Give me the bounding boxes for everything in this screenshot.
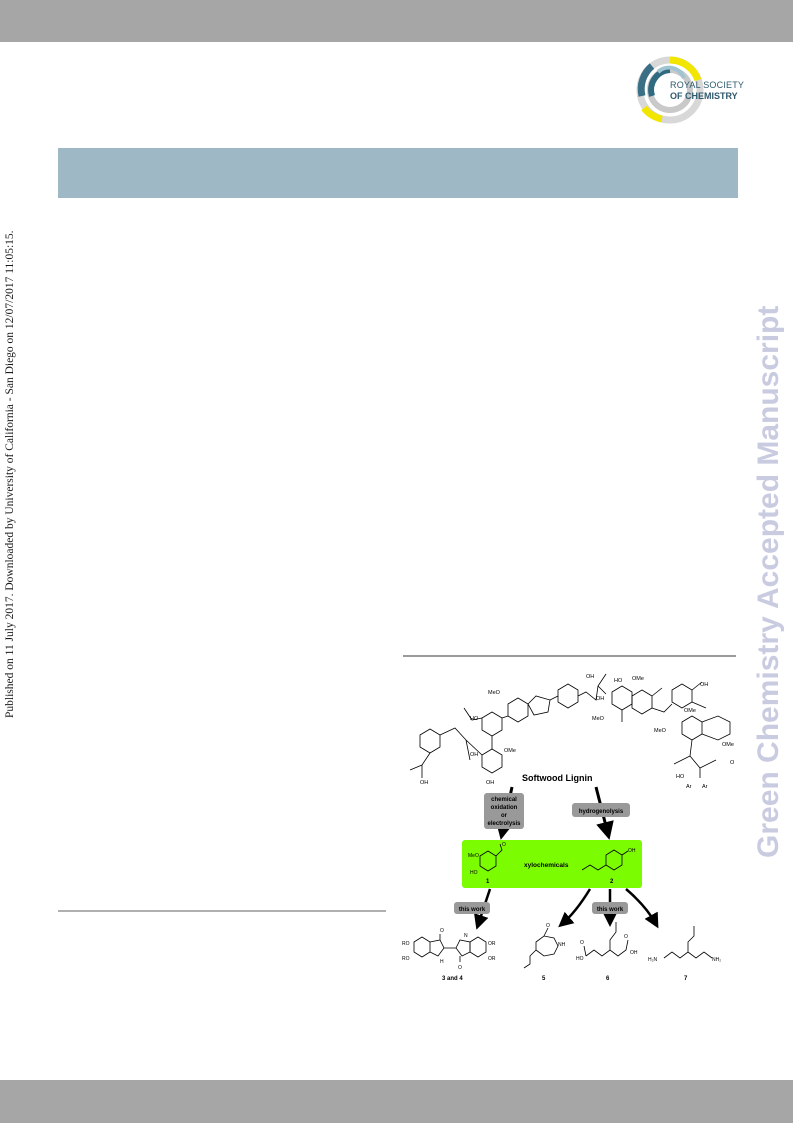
cmp34-ro-a: RO (402, 941, 410, 947)
bottom-footer-band (0, 1080, 793, 1123)
compound-6-number: 6 (606, 976, 610, 982)
arrow-to-5 (562, 889, 590, 924)
cmp7-nh2: NH₂ (712, 957, 722, 963)
label-ome-c: OMe (722, 742, 734, 748)
cmp2-oh: OH (628, 848, 636, 854)
xylochemicals-label: xylochemicals (524, 862, 569, 869)
cmp34-o-a: O (440, 928, 444, 934)
compound-6-structure (584, 922, 628, 956)
cmp7-h2n: H₂N (648, 957, 658, 963)
cmp5-nh: NH (558, 942, 566, 948)
label-oh-a: OH (586, 674, 595, 680)
route-left-line4: electrolysis (487, 821, 521, 827)
accepted-manuscript-watermark: Green Chemistry Accepted Manuscript (752, 305, 785, 858)
left-column-rule (58, 910, 386, 912)
cmp34-h: H (440, 959, 444, 965)
route-left-line3: or (501, 813, 507, 819)
cmp34-or-b: OR (488, 956, 496, 962)
compound-7-structure (664, 926, 712, 958)
cmp1-ho: HO (470, 870, 478, 876)
label-ho-b: HO (614, 678, 623, 684)
route-left-line1: chemical (491, 797, 517, 803)
label-meo-b: MeO (592, 716, 604, 722)
cmp6-o-b: O (624, 934, 628, 940)
cmp1-o: O (502, 842, 506, 848)
label-oh-b: OH (596, 696, 605, 702)
compound-3-4-structure (414, 934, 486, 962)
label-ho-c: HO (676, 774, 685, 780)
arrow-to-7 (626, 889, 656, 924)
cmp6-ho: HO (576, 956, 584, 962)
label-ar-b: Ar (702, 784, 708, 790)
label-oh-d: OH (470, 752, 479, 758)
lignin-structure (410, 674, 730, 778)
scheme-svg (400, 660, 740, 990)
compound-2-number: 2 (610, 879, 614, 885)
softwood-lignin-label: Softwood Lignin (522, 773, 593, 783)
route-right-label: hydrogenolysis (578, 809, 624, 815)
label-meo-c: MeO (654, 728, 666, 734)
logo-line1: ROYAL SOCIETY (670, 80, 745, 90)
lignin-scheme-figure (400, 660, 740, 990)
label-oh-f: OH (486, 780, 495, 786)
compound-3-4-number: 3 and 4 (442, 976, 463, 982)
this-work-right-label: this work (596, 907, 624, 913)
label-o: O (730, 760, 735, 766)
right-column-rule (403, 655, 736, 657)
label-ar-a: Ar (686, 784, 692, 790)
cmp34-n: N (464, 933, 468, 939)
logo-line2: OF CHEMISTRY (670, 91, 738, 101)
label-oh-e: OH (420, 780, 429, 786)
label-ho-a: HO (470, 716, 479, 722)
compound-5-structure (524, 928, 558, 968)
label-ome-b: OMe (684, 708, 696, 714)
cmp34-o-b: O (458, 965, 462, 971)
cmp5-o: O (546, 923, 550, 929)
label-meo-a: MeO (488, 690, 500, 696)
cmp34-or-a: OR (488, 941, 496, 947)
cmp6-oh: OH (630, 950, 638, 956)
route-left-line2: oxidation (490, 805, 518, 811)
label-oh-c: OH (700, 682, 709, 688)
compound-5-number: 5 (542, 976, 546, 982)
this-work-left-label: this work (458, 907, 486, 913)
compound-1-number: 1 (486, 879, 490, 885)
top-header-band (0, 0, 793, 42)
cmp1-meo: MeO (468, 853, 479, 859)
label-ome-a: OMe (632, 676, 644, 682)
article-title-band (58, 148, 738, 198)
cmp34-ro-b: RO (402, 956, 410, 962)
compound-7-number: 7 (684, 976, 688, 982)
label-ome-d: OMe (504, 748, 516, 754)
rsc-logo-text (670, 80, 744, 102)
publication-side-note: Published on 11 July 2017. Downloaded by University of California - San Diego on 12/07/2017 11:05:15. (4, 230, 16, 718)
cmp6-o-a: O (580, 940, 584, 946)
